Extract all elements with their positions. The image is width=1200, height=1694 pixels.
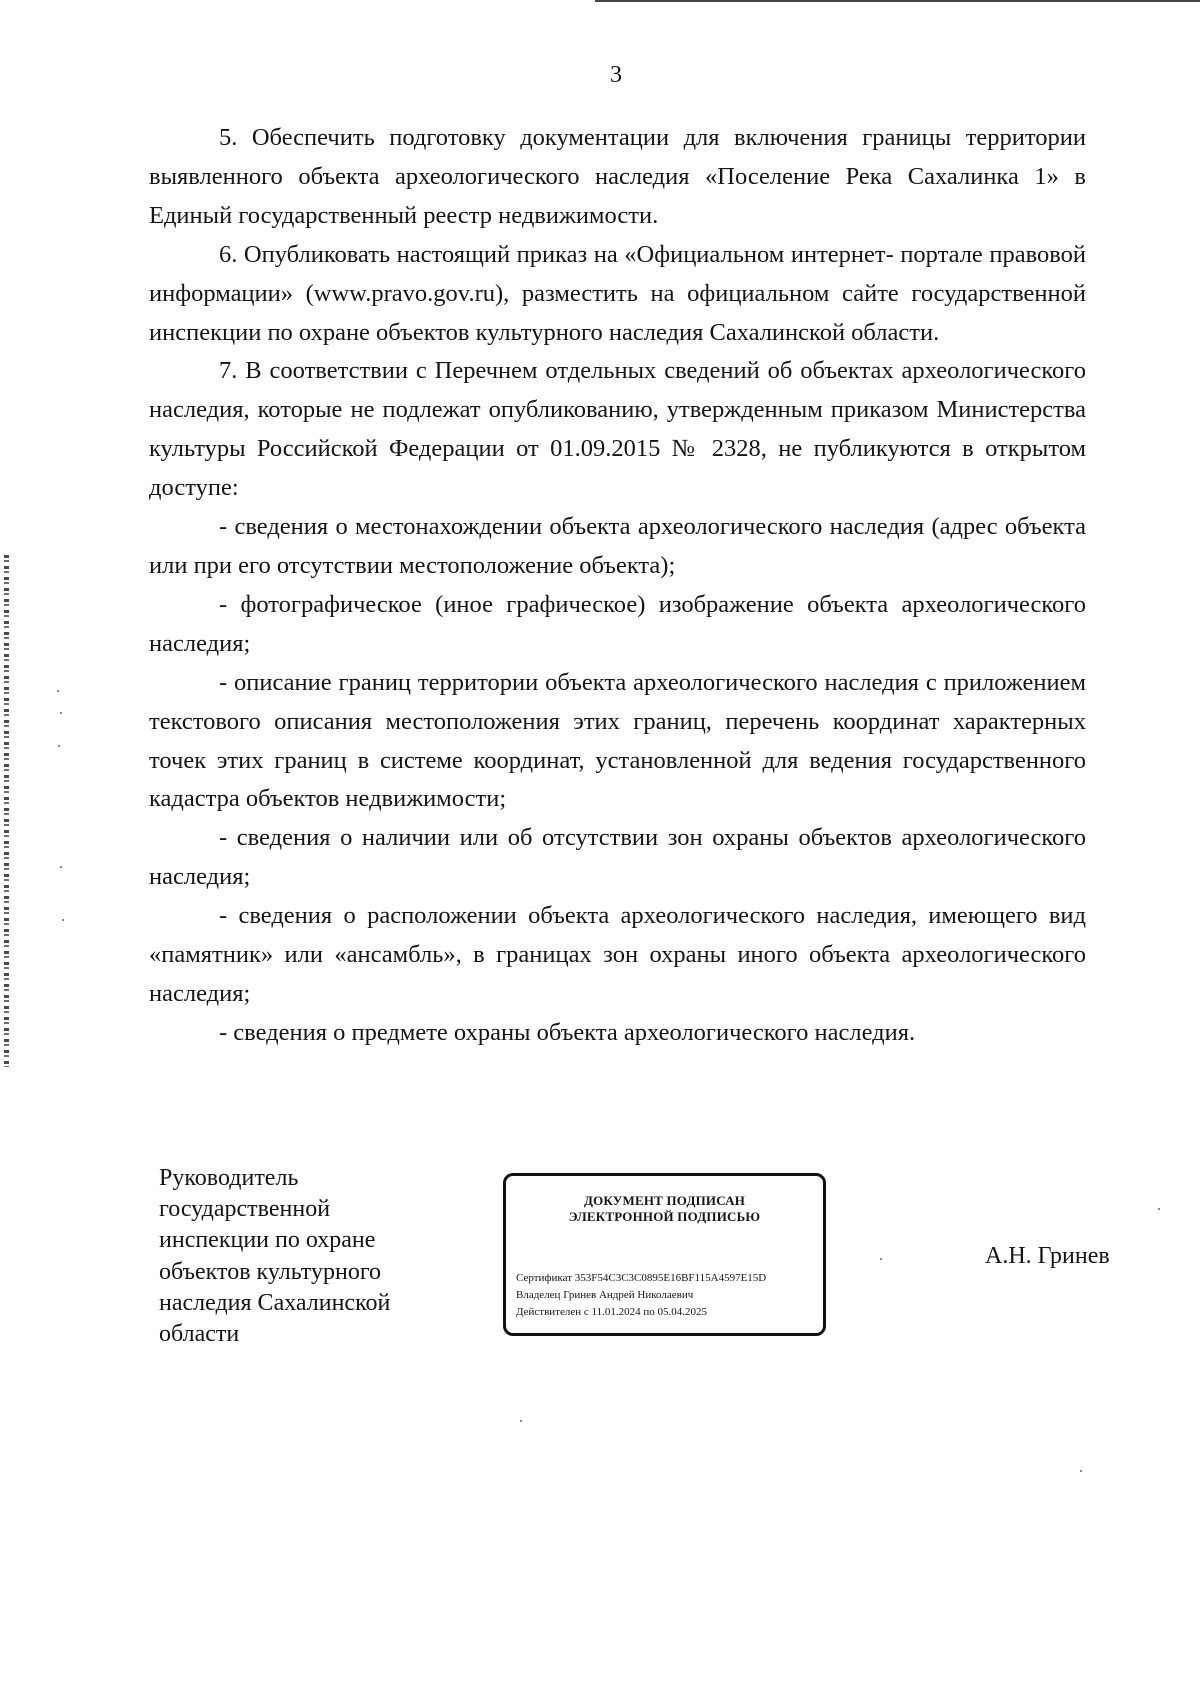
scan-speck (520, 1420, 522, 1422)
stamp-details (516, 1270, 821, 1321)
paragraph-7: 7. В соответствии с Перечнем отдельных сведений об объектах археологического наследия, которые не подлежат опубликованию, утвержденным приказом Министерства культуры Российской Федерации от 01.09.2015 № 2328, не публикуются в открытом доступе: (149, 357, 1086, 502)
stamp-heading-line: ЭЛЕКТРОННОЙ ПОДПИСЬЮ (568, 1209, 761, 1224)
scan-speck (58, 745, 60, 747)
stamp-validity: Действителен с 11.01.2024 по 05.04.2025 (516, 1306, 707, 1318)
position-line: государственной (159, 1196, 331, 1223)
scan-speck (62, 919, 64, 921)
paragraph-6: 6. Опубликовать настоящий приказ на «Официальном интернет- портале правовой информации» (www.pravo.gov.ru), разместить на официальном сайте государственной инспекции по охране объектов культурного наследия Сахалинской области. (149, 240, 1086, 346)
position-line: инспекции по охране (159, 1227, 376, 1254)
stamp-owner: Владелец Гринев Андрей Николаевич (516, 1289, 694, 1301)
list-item-protection-zones: - сведения о наличии или об отсутствии зон охраны объектов археологического наследия; (149, 824, 1086, 891)
stamp-certificate: Сертификат 353F54C3C3C0895E16BF115A4597E15D (516, 1272, 767, 1284)
list-item-monument-location: - сведения о расположении объекта археологического наследия, имеющего вид «памятник» или «ансамбль», в границах зон охраны иного объекта археологического наследия; (149, 902, 1086, 1007)
scan-speck (1158, 1208, 1160, 1210)
scan-speck (1080, 1470, 1082, 1472)
stamp-heading-line: ДОКУМЕНТ ПОДПИСАН (583, 1193, 746, 1208)
signer-name: А.Н. Гринев (985, 1243, 1110, 1269)
position-line: объектов культурного (159, 1258, 382, 1285)
position-line: наследия Сахалинской (159, 1289, 391, 1316)
list-item-protection-subject: - сведения о предмете охраны объекта археологического наследия. (219, 1018, 916, 1046)
position-line: области (159, 1321, 240, 1348)
paragraph-5: 5. Обеспечить подготовку документации для включения границы территории выявленного объекта археологического наследия «Поселение Река Сахалинка 1» в Единый государственный реестр недвижимости. (149, 124, 1086, 229)
scan-speck (57, 690, 59, 692)
position-line: Руководитель (159, 1165, 299, 1191)
electronic-signature-stamp (503, 1173, 826, 1336)
list-item-boundaries: - описание границ территории объекта археологического наследия с приложением текстового описания местоположения этих границ, перечень координат характерных точек этих границ в системе координат, установленной для ведения государственного кадастра объектов недвижимости; (149, 668, 1086, 813)
list-item-location: - сведения о местонахождении объекта археологического наследия (адрес объекта или при его отсутствии местоположение объекта); (149, 513, 1086, 579)
list-item-photo: - фотографическое (иное графическое) изображение объекта археологического наследия; (149, 590, 1086, 657)
stamp-heading (506, 1193, 823, 1225)
scan-speck (60, 712, 62, 714)
signer-position (159, 1163, 459, 1350)
page-number: 3 (610, 62, 622, 88)
scan-speck (880, 1258, 882, 1260)
scan-speck (60, 866, 62, 868)
